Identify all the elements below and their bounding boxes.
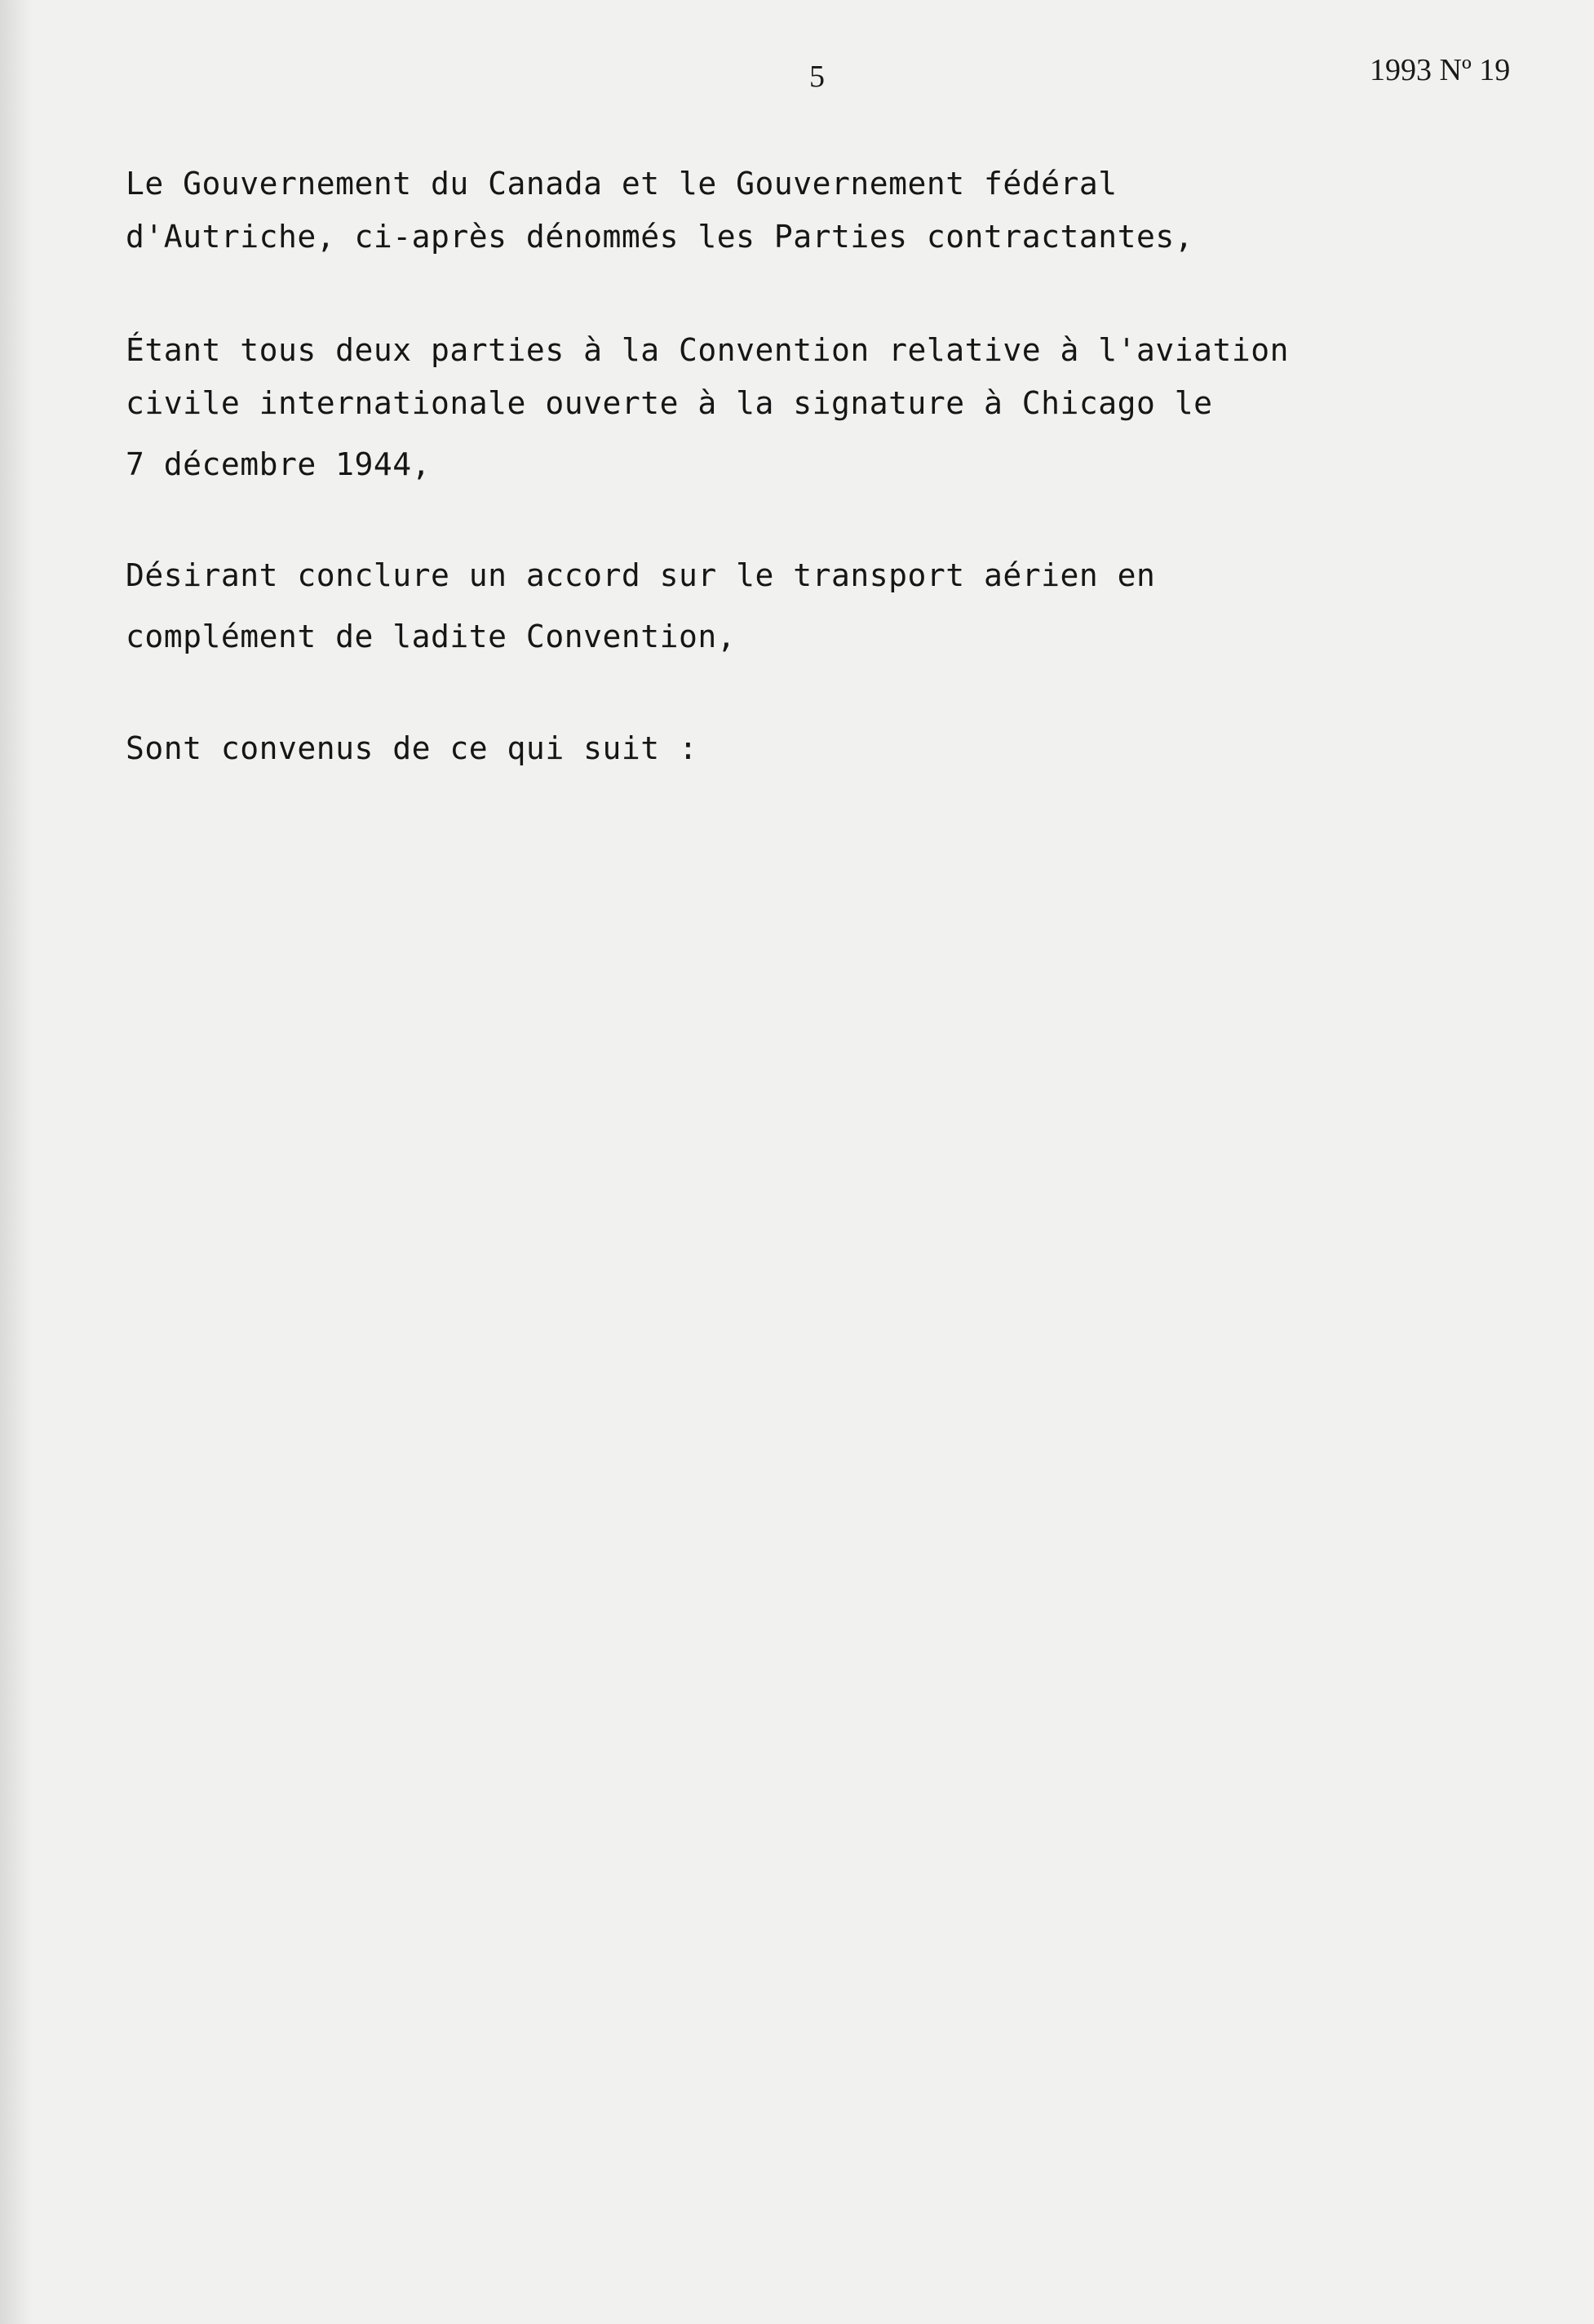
body-line-4: civile internationale ouverte à la signature à Chicago le bbox=[126, 385, 1213, 421]
body-line-3: Étant tous deux parties à la Convention relative à l'aviation bbox=[126, 332, 1290, 368]
body-line-1: Le Gouvernement du Canada et le Gouvernement fédéral bbox=[126, 166, 1118, 202]
body-line-5: 7 décembre 1944, bbox=[126, 446, 432, 482]
body-line-2: d'Autriche, ci-après dénommés les Parties contractantes, bbox=[126, 219, 1194, 255]
body-line-7: complément de ladite Convention, bbox=[126, 619, 737, 654]
document-reference: 1993 Nº 19 bbox=[1370, 53, 1511, 87]
page-fold-shadow bbox=[0, 0, 33, 2324]
body-line-8: Sont convenus de ce qui suit : bbox=[126, 730, 698, 766]
page-number: 5 bbox=[809, 60, 825, 94]
body-line-6: Désirant conclure un accord sur le transport aérien en bbox=[126, 557, 1156, 593]
